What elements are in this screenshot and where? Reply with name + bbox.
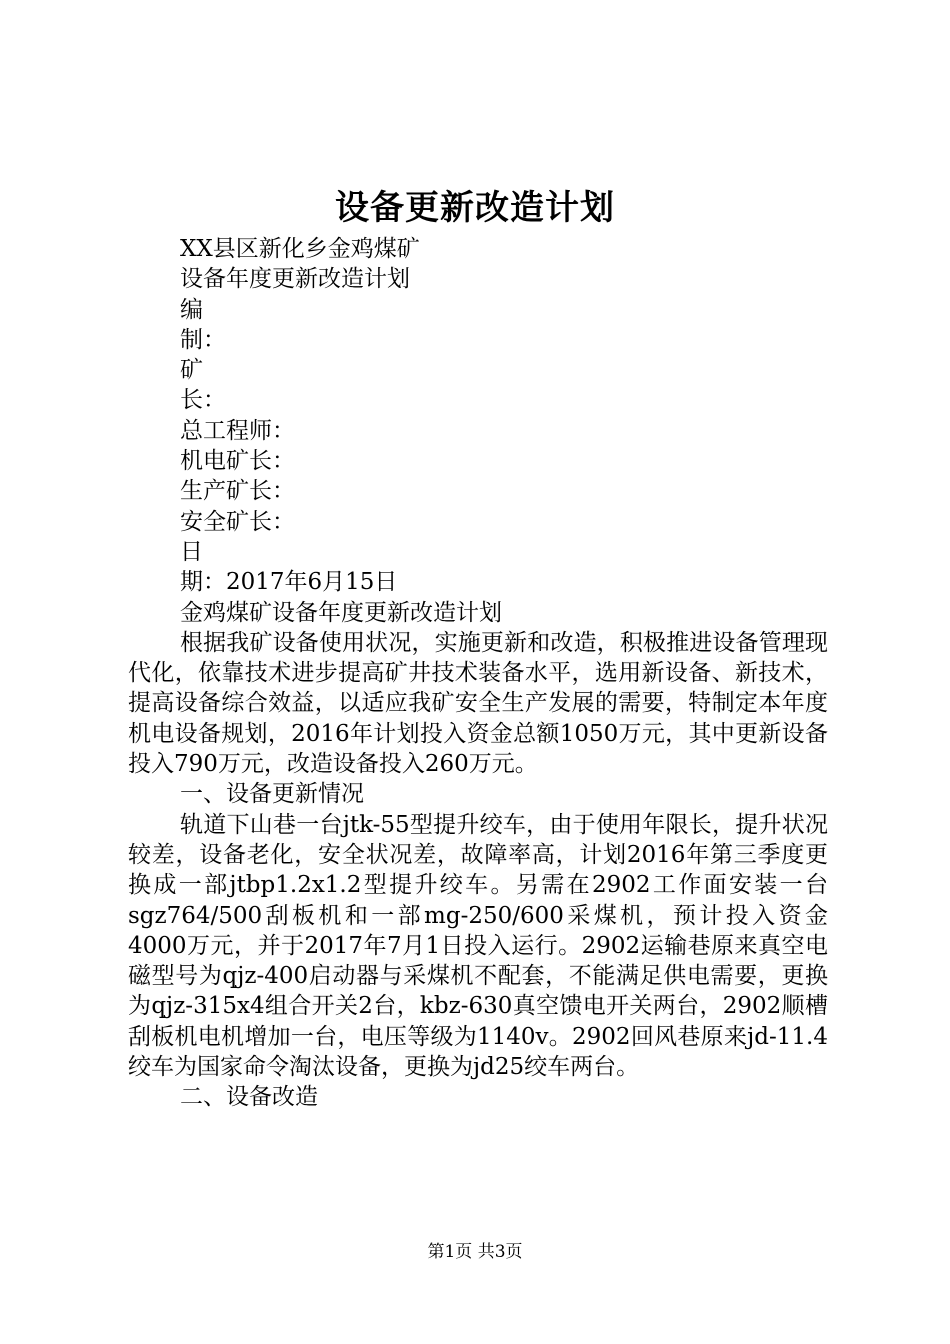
- section2-heading: 二、设备改造: [180, 1084, 318, 1111]
- section1-heading: 一、设备更新情况: [180, 781, 364, 808]
- page-footer: 第1页 共3页: [427, 1242, 523, 1262]
- electromech-director-label: 机电矿长：: [180, 448, 295, 475]
- section1-paragraph: 轨道下山巷一台jtk-55型提升绞车，由于使用年限长，提升状况较差，设备老化，安全状况差，故障率高，计划2016年第三季度更换成一部jtbp1.2x1.2型提升绞车。另需在2902工作面安装一台sgz764/500刮板机和一部mg-250/600采煤机，预计投入资金4000万元，并于2017年7月1日投入运行。2902运输巷原来真空电磁型号为qjz-400启动器与采煤机不配套，不能满足供电需要，更换为qjz-315x4组合开关2台，kbz-630真空馈电开关两台，2902顺槽刮板机电机增加一台，电压等级为1140v。2902回风巷原来jd-11.4绞车为国家命令淘汰设备，更换为jd25绞车两台。: [128, 811, 828, 1081]
- compiler-label-part1: 编: [180, 296, 203, 323]
- page-title: 设备更新改造计划: [335, 188, 615, 228]
- director-label-part1: 矿: [180, 357, 203, 384]
- date-label-part1: 日: [180, 538, 203, 565]
- date-line: 期：2017年6月15日: [180, 569, 398, 596]
- mine-name-line: XX县区新化乡金鸡煤矿: [180, 236, 420, 262]
- director-label-part2: 长：: [180, 387, 226, 414]
- chief-engineer-label: 总工程师：: [180, 417, 295, 444]
- plan-name-line: 设备年度更新改造计划: [180, 266, 410, 293]
- subtitle-line: 金鸡煤矿设备年度更新改造计划: [180, 599, 502, 626]
- document-body: [128, 234, 828, 1113]
- intro-paragraph: 根据我矿设备使用状况，实施更新和改造，积极推进设备管理现代化，依靠技术进步提高矿井技术装备水平，选用新设备、新技术，提高设备综合效益，以适应我矿安全生产发展的需要，特制定本年度机电设备规划，2016年计划投入资金总额1050万元，其中更新设备投入790万元，改造设备投入260万元。: [128, 629, 828, 778]
- safety-director-label: 安全矿长：: [180, 508, 295, 535]
- compiler-label-part2: 制：: [180, 326, 226, 353]
- production-director-label: 生产矿长：: [180, 478, 295, 505]
